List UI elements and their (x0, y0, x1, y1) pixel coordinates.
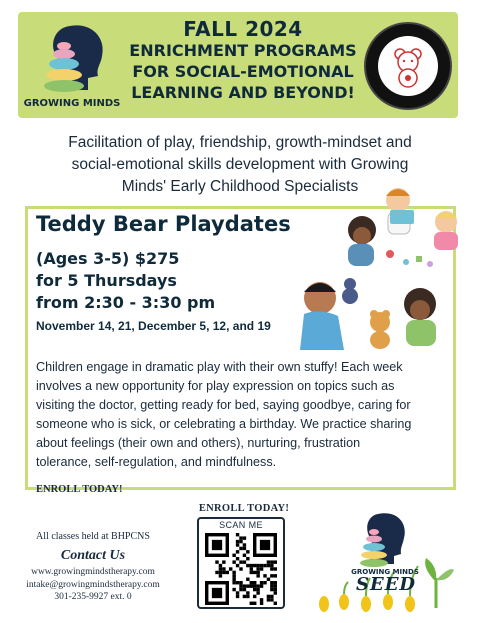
description-line: Children engage in dramatic play with their own stuffy! Each week (36, 360, 403, 374)
banner-title (128, 18, 358, 103)
program-time: from 2:30 - 3:30 pm (36, 293, 216, 312)
description-line: visiting the doctor, getting ready for bed, saying goodbye, caring for (36, 398, 411, 412)
website-link[interactable]: www.growingmindstherapy.com (31, 567, 155, 577)
children-playing-icon (290, 180, 470, 360)
banner-line-3: FOR SOCIAL-EMOTIONAL (132, 62, 354, 81)
banner-line-1: FALL 2024 (183, 17, 303, 41)
children-playing-illustration (290, 180, 470, 360)
email-link[interactable]: intake@growingmindstherapy.com (26, 579, 160, 590)
program-dates: November 14, 21, December 5, 12, and 19 (36, 319, 271, 333)
qr-code-icon[interactable] (205, 533, 277, 605)
program-title: Teddy Bear Playdates (36, 212, 291, 236)
logo-label: GROWING MINDS (23, 98, 121, 109)
growing-minds-seed-logo (318, 508, 458, 616)
classes-location: All classes held at BHPCNS (36, 531, 150, 542)
seed-logo-icon (318, 508, 458, 616)
contact-block (18, 530, 168, 604)
growing-minds-logo-icon (22, 20, 122, 98)
teddy-bear-seal-icon (366, 24, 450, 108)
seed-logo-label: GROWING MINDS (351, 568, 419, 576)
description-line: tolerance, self-regulation, and mindfulness. (36, 455, 277, 469)
description-line: involves a new opportunity for play expression on topics such as (36, 379, 395, 393)
growing-minds-logo (22, 20, 122, 116)
intro-line-1: Facilitation of play, friendship, growth-mindset and (68, 134, 412, 151)
intro-line-2: social-emotional skills development with Growing (71, 156, 409, 173)
program-frequency: for 5 Thursdays (36, 271, 177, 290)
enroll-today-heading: ENROLL TODAY! (198, 503, 290, 514)
description-line: about feelings (their own and others), nurturing, frustration (36, 436, 361, 450)
seed-wordmark: SEED (355, 574, 417, 595)
scan-me-label: SCAN ME (219, 520, 263, 530)
nursery-school-seal (364, 22, 452, 110)
program-details (36, 248, 215, 314)
banner-line-4: LEARNING AND BEYOND! (131, 83, 355, 102)
program-ages-price: (Ages 3-5) $275 (36, 249, 180, 268)
banner-line-2: ENRICHMENT PROGRAMS (129, 41, 357, 60)
qr-code-frame[interactable] (197, 517, 285, 609)
description-line: someone who is sick, or celebrating a birthday. We practice sharing (36, 417, 412, 431)
phone-number: 301-235-9927 ext. 0 (54, 592, 132, 602)
enroll-today-text: ENROLL TODAY! (36, 484, 123, 495)
program-description (36, 358, 450, 472)
contact-heading: Contact Us (60, 548, 126, 563)
intro-line-3: Minds' Early Childhood Specialists (121, 178, 359, 195)
